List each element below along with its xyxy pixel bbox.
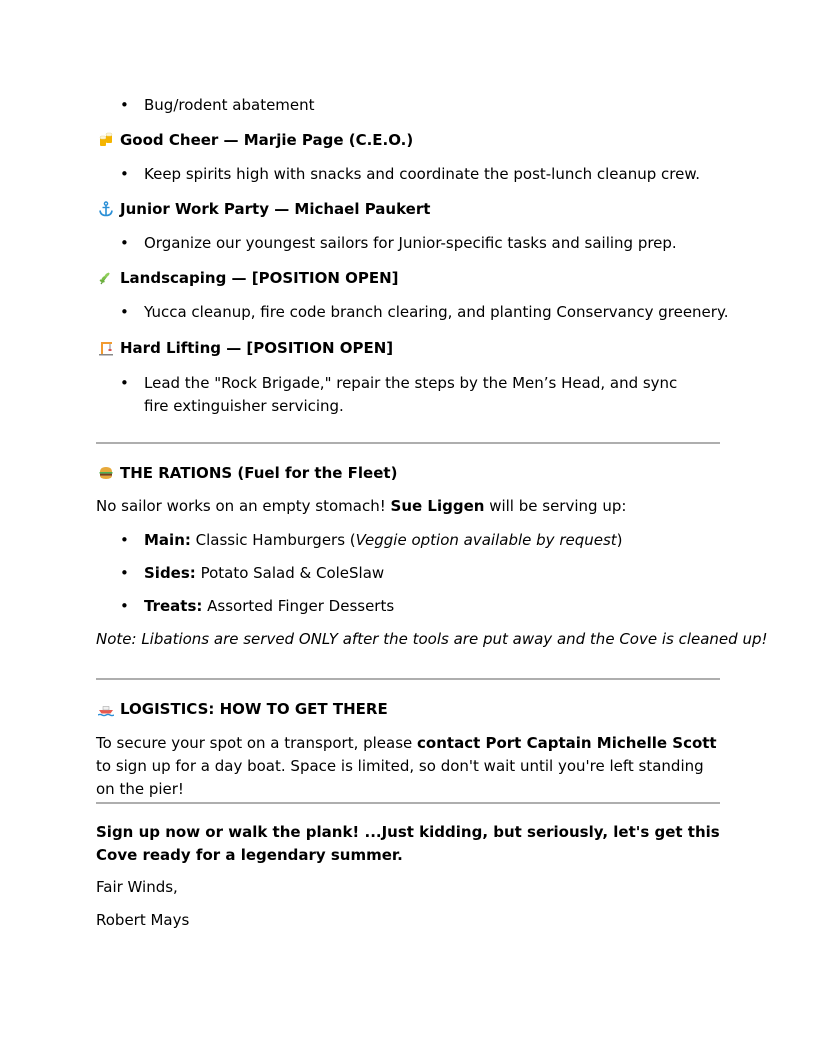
committee-item-hard-lifting: • Lead the "Rock Brigade," repair the steps by the Men’s Head, and sync fire extinguisher servicing. <box>144 372 684 418</box>
section-heading-logistics <box>98 700 388 718</box>
logistics-text <box>96 732 726 801</box>
committee-heading-hard-lifting <box>98 339 393 357</box>
rations-intro <box>96 497 626 515</box>
logistics-text-start: To secure your spot on a transport, please <box>96 734 418 752</box>
committee-heading-junior-work-party <box>98 200 430 218</box>
rations-item-label: Main: <box>144 531 191 549</box>
committee-item-good-cheer: • Keep spirits high with snacks and coordinate the post-lunch cleanup crew. <box>144 165 700 183</box>
divider <box>96 678 720 680</box>
committee-title: Junior Work Party — Michael Paukert <box>120 200 431 218</box>
logistics-text-end: to sign up for a day boat. Space is limited, so don't wait until you're left standing on the pier! <box>96 757 704 798</box>
committee-heading-landscaping <box>98 269 399 287</box>
divider <box>96 442 720 444</box>
logistics-heading: LOGISTICS: HOW TO GET THERE <box>120 700 388 718</box>
logistics-contact: contact Port Captain Michelle Scott <box>417 734 717 752</box>
rations-item-italic: Veggie option available by request <box>355 531 617 549</box>
boat-icon <box>98 701 114 717</box>
rations-intro-text-end: will be serving up: <box>484 497 627 515</box>
committee-title: Good Cheer — Marjie Page (C.E.O.) <box>120 131 414 149</box>
crane-icon <box>98 340 114 356</box>
anchor-icon <box>98 201 114 217</box>
herb-icon <box>98 270 114 286</box>
rations-item-main <box>144 531 623 549</box>
divider <box>96 802 720 804</box>
rations-note: Note: Libations are served ONLY after the tools are put away and the Cove is cleaned up! <box>96 630 768 648</box>
closing-signoff: Fair Winds, <box>96 878 178 896</box>
rations-intro-text: No sailor works on an empty stomach! <box>96 497 391 515</box>
committee-title: Hard Lifting — [POSITION OPEN] <box>120 339 394 357</box>
rations-item-label: Treats: <box>144 597 203 615</box>
rations-item-sides <box>144 564 384 582</box>
rations-item-label: Sides: <box>144 564 196 582</box>
rations-server-name: Sue Liggen <box>390 497 485 515</box>
bullet-bug-abatement: • Bug/rodent abatement <box>144 96 315 114</box>
committee-heading-good-cheer <box>98 131 413 149</box>
rations-item-text: Assorted Finger Desserts <box>202 597 395 615</box>
rations-item-text-end: ) <box>616 531 623 549</box>
closing-signature: Robert Mays <box>96 911 190 929</box>
closing-cta: Sign up now or walk the plank! ...Just kidding, but seriously, let's get this Cove ready for a legendary summer. <box>96 823 720 864</box>
rations-item-text: Classic Hamburgers ( <box>190 531 356 549</box>
committee-item-landscaping: • Yucca cleanup, fire code branch clearing, and planting Conservancy greenery. <box>144 303 728 321</box>
rations-item-treats <box>144 597 394 615</box>
beer-mugs-icon <box>98 132 114 148</box>
section-heading-rations <box>98 464 397 482</box>
rations-item-text: Potato Salad & ColeSlaw <box>195 564 385 582</box>
rations-heading: THE RATIONS (Fuel for the Fleet) <box>120 464 398 482</box>
committee-item-junior-work-party: • Organize our youngest sailors for Junior-specific tasks and sailing prep. <box>144 234 677 252</box>
hamburger-icon <box>98 465 114 481</box>
committee-title: Landscaping — [POSITION OPEN] <box>120 269 399 287</box>
